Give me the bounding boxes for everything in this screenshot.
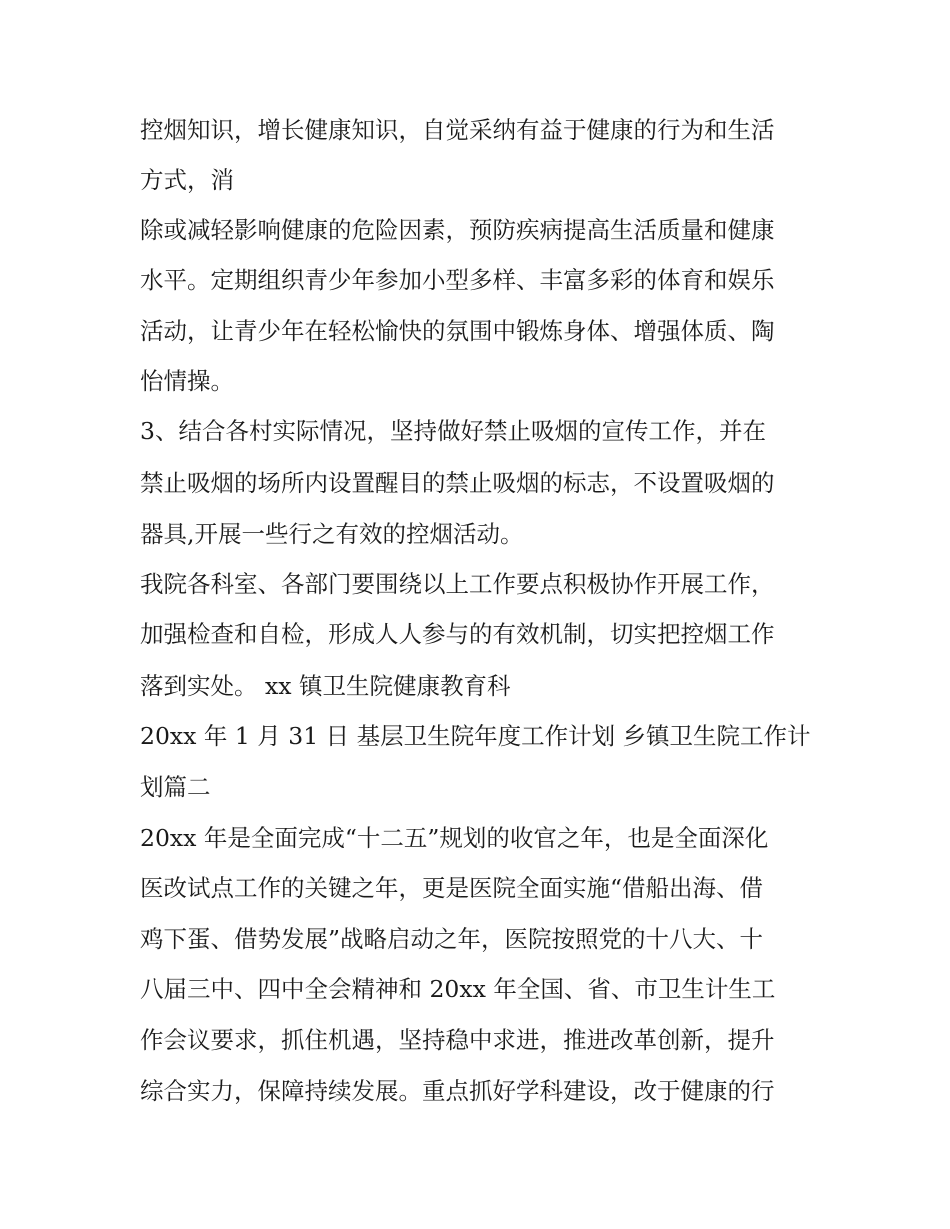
text-line: 20xx 年 1 月 31 日 基层卫生院年度工作计划 乡镇卫生院工作计 [140, 722, 811, 750]
text-line: 划篇二 [140, 773, 211, 801]
text-line: 综合实力，保障持续发展。重点抓好学科建设，改于健康的行 [140, 1077, 775, 1105]
text-line: 3、结合各村实际情况，坚持做好禁止吸烟的宣传工作，并在 [140, 417, 766, 445]
text-line: 活动，让青少年在轻松愉快的氛围中锻炼身体、增强体质、陶 [140, 317, 775, 345]
text-line: 鸡下蛋、借势发展”战略启动之年，医院按照党的十八大、十 [140, 925, 764, 953]
text-line: 八届三中、四中全会精神和 20xx 年全国、省、市卫生计生工 [140, 975, 776, 1003]
text-line: 水平。定期组织青少年参加小型多样、丰富多彩的体育和娱乐 [140, 266, 775, 294]
text-line: 我院各科室、各部门要围绕以上工作要点积极协作开展工作， [140, 570, 775, 598]
text-line: 20xx 年是全面完成“十二五”规划的收官之年，也是全面深化 [140, 824, 769, 852]
text-line: 怡情操。 [140, 367, 234, 395]
text-line: 方式，消 [140, 166, 234, 194]
text-line: 加强检查和自检，形成人人参与的有效机制，切实把控烟工作 [140, 620, 775, 648]
text-line: 禁止吸烟的场所内设置醒目的禁止吸烟的标志，不设置吸烟的 [140, 469, 775, 497]
text-line: 器具,开展一些行之有效的控烟活动。 [140, 520, 524, 548]
text-line: 除或减轻影响健康的危险因素，预防疾病提高生活质量和健康 [140, 216, 775, 244]
text-line: 控烟知识，增长健康知识，自觉采纳有益于健康的行为和生活 [140, 116, 775, 144]
text-line: 医改试点工作的关键之年，更是医院全面实施“借船出海、借 [140, 874, 764, 902]
text-line: 落到实处。 xx 镇卫生院健康教育科 [140, 672, 511, 700]
text-line: 作会议要求，抓住机遇，坚持稳中求进，推进改革创新，提升 [140, 1026, 775, 1054]
